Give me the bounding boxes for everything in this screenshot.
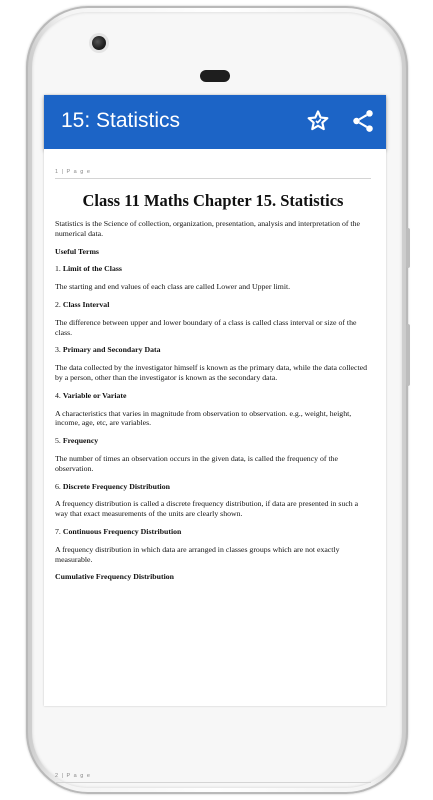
- volume-button: [406, 324, 410, 386]
- term-text: The data collected by the investigator himself is known as the primary data, while the data collected by a person, other than the investigator is known as the secondary data.: [55, 363, 367, 382]
- useful-terms-heading: Useful Terms: [55, 246, 99, 256]
- term-heading: 1. Limit of the Class: [55, 264, 122, 274]
- share-icon[interactable]: [350, 108, 376, 134]
- page-1-content: [55, 191, 371, 590]
- page-2-header: [55, 773, 371, 783]
- page-1-label: 1 | P a g e: [55, 169, 91, 175]
- term-heading: 7. Continuous Frequency Distribution: [55, 526, 182, 536]
- term-text: The number of times an observation occurs in the given data, is called the frequency of the observation.: [55, 453, 338, 473]
- front-camera: [92, 36, 106, 50]
- term-text: A characteristics that varies in magnitude from observation to observation. e.g., weight, height, income, age, etc, are variables.: [55, 408, 352, 428]
- intro-paragraph: Statistics is the Science of collection, organization, presentation, analysis and interpretation of the numerical data.: [55, 219, 360, 238]
- term-heading: 5. Frequency: [55, 436, 99, 446]
- page-1-header: [55, 169, 371, 179]
- cumulative-heading: Cumulative Frequency Distribution: [55, 572, 174, 582]
- term-heading: 3. Primary and Secondary Data: [55, 345, 161, 355]
- term-heading: 2. Class Interval: [55, 299, 110, 309]
- page-2-label: 2 | P a g e: [55, 773, 91, 779]
- power-button: [406, 228, 410, 268]
- app-title: 15: Statistics: [61, 109, 181, 132]
- document-title: Class 11 Maths Chapter 15. Statistics: [82, 191, 344, 210]
- term-text: A frequency distribution in which data are arranged in classes groups which are not exactly measurable.: [55, 544, 340, 564]
- earpiece-speaker: [200, 70, 230, 82]
- term-heading: 6. Discrete Frequency Distribution: [55, 481, 170, 491]
- term-text: The starting and end values of each class are called Lower and Upper limit.: [55, 282, 291, 292]
- document-view[interactable]: [44, 149, 386, 779]
- app-bar: [44, 95, 386, 149]
- term-text: The difference between upper and lower boundary of a class is called class interval or size of the class.: [55, 317, 357, 337]
- app-screen: [44, 95, 386, 779]
- star-icon[interactable]: [305, 108, 331, 134]
- term-text: A frequency distribution is called a discrete frequency distribution, if data are presented in such a way that exact measurements of the units are clearly shown.: [55, 499, 359, 519]
- term-heading: 4. Variable or Variate: [55, 390, 127, 400]
